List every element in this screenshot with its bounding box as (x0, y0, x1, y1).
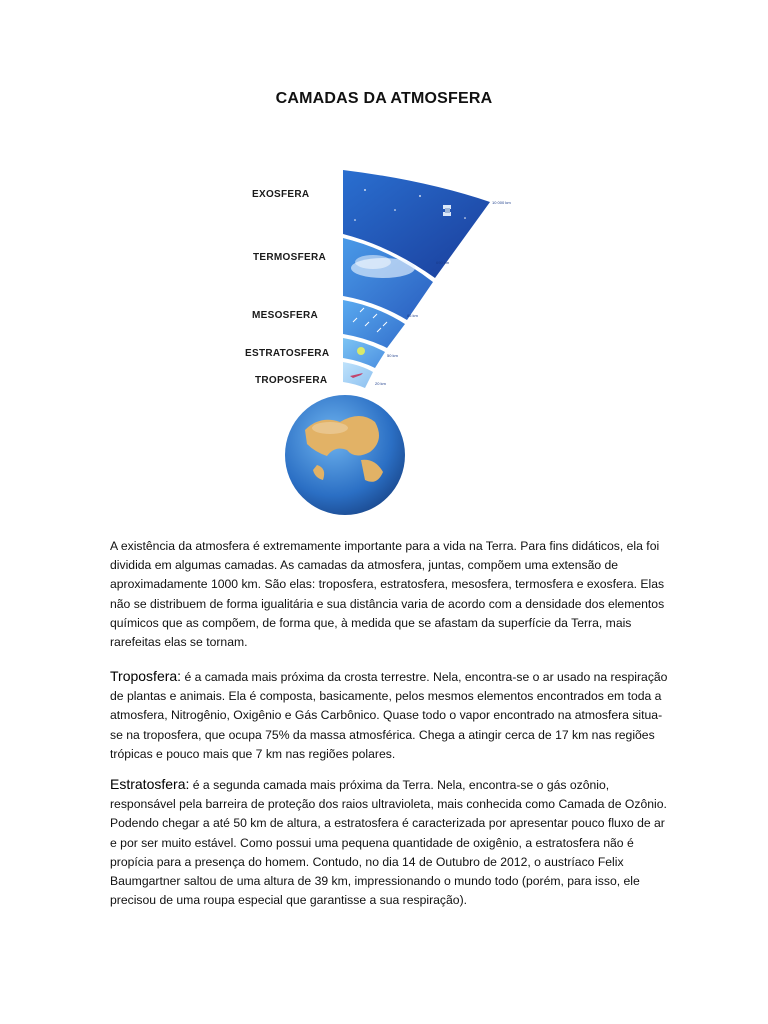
layer-label-mesosfera: MESOSFERA (252, 310, 319, 321)
layer-label-estratosfera: ESTRATOSFERA (245, 348, 330, 359)
layer-label-troposfera: TROPOSFERA (255, 375, 328, 386)
estratosfera-term: Estratosfera: (110, 776, 190, 792)
troposfera-text: é a camada mais próxima da crosta terrestre. Nela, encontra-se o ar usado na respiração de plantas e animais. Ela é composta, basicamente, pelos mesmos elementos encontrados em toda a atmosfera, Nitrogênio, Oxigênio e Gás Carbônico. Quase todo o vapor encontrado na atmosfera situa-se na troposfera, que ocupa 75% da massa atmosférica. Chega a atingir cerca de 17 km nas regiões trópicas e pouco mais que 7 km nas regiões polares. (110, 670, 668, 761)
troposfera-term: Troposfera: (110, 668, 182, 684)
estratosfera-paragraph (110, 775, 670, 910)
page-title: CAMADAS DA ATMOSFERA (275, 90, 493, 107)
altitude-label-mesosfera: 85 km (407, 313, 418, 318)
altitude-label-exosfera: 10 000 km (492, 200, 511, 205)
atmosphere-illustration (235, 160, 535, 520)
intro-paragraph: A existência da atmosfera é extremamente importante para a vida na Terra. Para fins didáticos, ela foi dividida em algumas camadas. As camadas da atmosfera, juntas, compõem uma extensão de aproximadamente 1000 km. São elas: troposfera, estratosfera, mesosfera, termosfera e exosfera. Elas não se distribuem de forma igualitária e sua distância varia de acordo com a densidade dos elementos químicos que as compõem, de forma que, à medida que se afastam da superfície da Terra, mais rarefeitas elas se tornam. (110, 539, 665, 650)
atmosphere-layers-figure (235, 160, 535, 520)
altitude-label-termosfera: 690 km (436, 260, 450, 265)
estratosfera-text: é a segunda camada mais próxima da Terra. Nela, encontra-se o gás ozônio, responsável pela barreira de proteção dos raios ultravioleta, mais conhecida como Camada de Ozônio. Podendo chegar a até 50 km de altura, a estratosfera é caracterizada por apresentar pouco fluxo de ar e por ser muito estável. Como possui uma pequena quantidade de oxigênio, a estratosfera não é propícia para a presença do homem. Contudo, no dia 14 de Outubro de 2012, o austríaco Felix Baumgartner saltou de uma altura de 39 km, impressionando o mundo todo (porém, para isso, ele precisou de uma roupa especial que garantisse a sua respiração). (110, 778, 667, 908)
layer-label-exosfera: EXOSFERA (252, 189, 310, 200)
earth-globe (285, 395, 405, 515)
layer-label-termosfera: TERMOSFERA (253, 252, 326, 263)
altitude-label-estratosfera: 50 km (387, 353, 398, 358)
balloon-icon (357, 347, 365, 355)
troposfera-paragraph (110, 667, 670, 764)
altitude-label-troposfera: 20 km (375, 381, 386, 386)
